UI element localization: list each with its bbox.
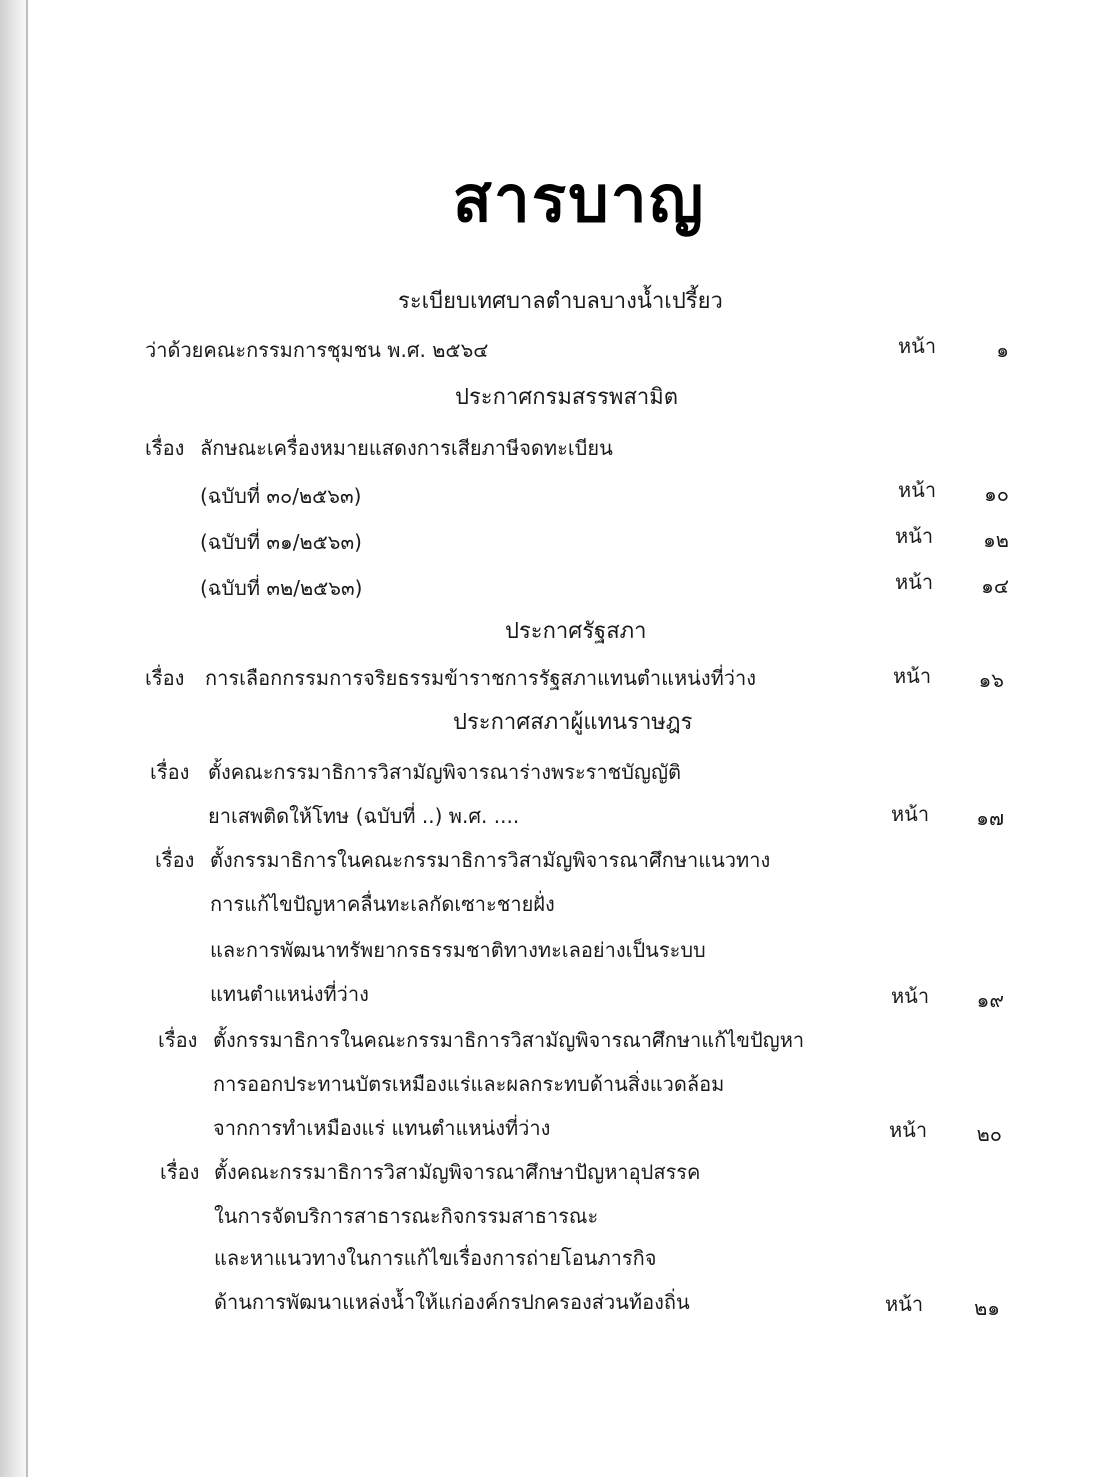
toc-line: ในการจัดบริการสาธารณะกิจกรรมสาธารณะ [214,1204,599,1228]
section-heading-4: ประกาศสภาผู้แทนราษฎร [453,710,693,735]
toc-line: (ฉบับที่ ๓๐/๒๕๖๓) [200,484,362,508]
page-number: ๑๐ [984,482,1009,506]
page-label: หน้า [895,570,934,594]
page-number: ๑๒ [983,528,1009,552]
toc-prefix: เรื่อง [145,436,185,460]
toc-line: ด้านการพัฒนาแหล่งน้ำให้แก่องค์กรปกครองส่วนท้องถิ่น [214,1290,690,1314]
toc-line: ตั้งกรรมาธิการในคณะกรรมาธิการวิสามัญพิจารณาศึกษาแก้ไขปัญหา [213,1028,805,1052]
page-label: หน้า [895,524,934,548]
toc-line: ลักษณะเครื่องหมายแสดงการเสียภาษีจดทะเบียน [200,436,613,460]
page-number: ๒๑ [974,1296,1000,1320]
page-number: ๑๖ [978,668,1004,692]
page-label: หน้า [891,802,930,826]
page-label: หน้า [885,1292,924,1316]
toc-line: แทนตำแหน่งที่ว่าง [210,982,369,1006]
toc-line: และการพัฒนาทรัพยากรธรรมชาติทางทะเลอย่างเป็นระบบ [210,938,706,962]
section-heading-1: ระเบียบเทศบาลตำบลบางน้ำเปรี้ยว [398,289,723,314]
toc-line: การเลือกกรรมการจริยธรรมข้าราชการรัฐสภาแทนตำแหน่งที่ว่าง [205,666,757,690]
toc-line: การออกประทานบัตรเหมืองแร่และผลกระทบด้านสิ่งแวดล้อม [213,1072,725,1096]
toc-prefix: เรื่อง [150,760,190,784]
section-heading-3: ประกาศรัฐสภา [505,619,647,644]
section-heading-2: ประกาศกรมสรรพสามิต [455,385,679,410]
toc-line: (ฉบับที่ ๓๑/๒๕๖๓) [200,530,362,554]
page-number: ๑๔ [981,574,1009,598]
toc-line: ว่าด้วยคณะกรรมการชุมชน พ.ศ. ๒๕๖๔ [145,338,489,362]
page-title: สารบาญ [452,163,706,237]
page-number: ๒๐ [976,1122,1002,1146]
page-number: ๑๙ [976,988,1004,1012]
page-label: หน้า [898,334,937,358]
page-label: หน้า [889,1118,928,1142]
toc-line: การแก้ไขปัญหาคลื่นทะเลกัดเซาะชายฝั่ง [210,892,555,916]
page-label: หน้า [893,664,932,688]
page-label: หน้า [891,984,930,1008]
page-label: หน้า [898,478,937,502]
toc-line: ยาเสพติดให้โทษ (ฉบับที่ ..) พ.ศ. .... [208,804,520,828]
toc-prefix: เรื่อง [145,666,185,690]
toc-line: ตั้งคณะกรรมาธิการวิสามัญพิจารณาร่างพระราชบัญญัติ [208,760,681,784]
toc-line: ตั้งคณะกรรมาธิการวิสามัญพิจารณาศึกษาปัญหาอุปสรรค [214,1160,701,1184]
toc-line: (ฉบับที่ ๓๒/๒๕๖๓) [200,576,363,600]
toc-line: ตั้งกรรมาธิการในคณะกรรมาธิการวิสามัญพิจารณาศึกษาแนวทาง [210,848,771,872]
toc-line: และหาแนวทางในการแก้ไขเรื่องการถ่ายโอนภารกิจ [214,1246,657,1270]
toc-prefix: เรื่อง [158,1028,198,1052]
toc-prefix: เรื่อง [160,1160,200,1184]
toc-line: จากการทำเหมืองแร่ แทนตำแหน่งที่ว่าง [213,1116,551,1140]
page-number: ๑๗ [976,806,1004,830]
page-number: ๑ [996,338,1009,362]
toc-prefix: เรื่อง [155,848,195,872]
